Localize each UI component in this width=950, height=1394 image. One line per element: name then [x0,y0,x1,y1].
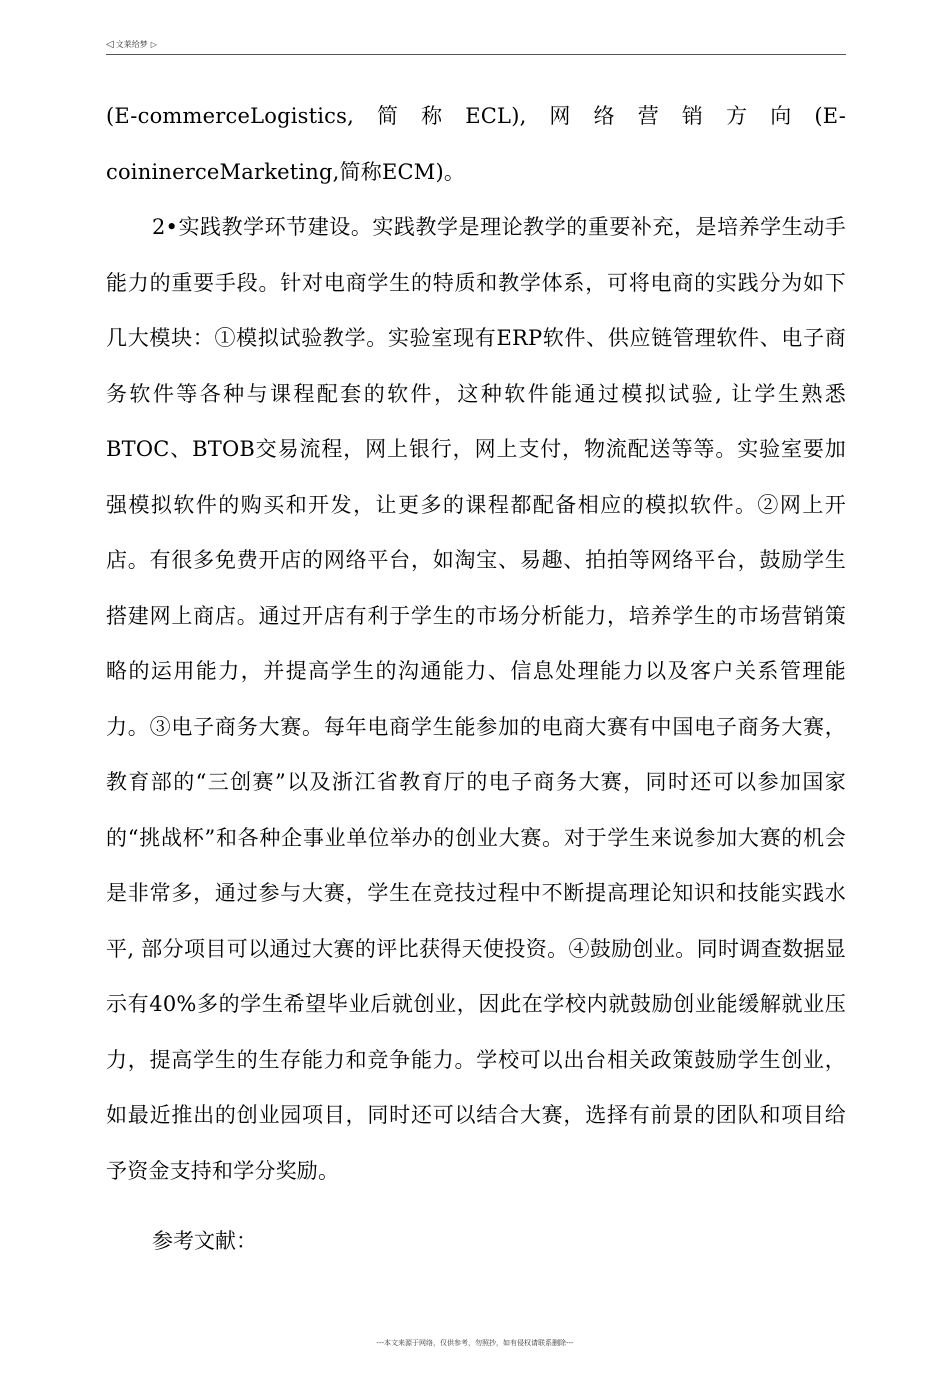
header-text: 文莱给梦 [115,40,148,49]
page-header [106,38,846,52]
paragraph-continuation: (E-commerceLogistics,简称ECL),网络营销方向(E-coininerceMarketing,简称ECM)。 [106,104,846,184]
triangle-left-icon: ◁ [106,39,114,50]
paragraph-practice-teaching: 2•实践教学环节建设。实践教学是理论教学的重要补充，是培养学生动手能力的重要手段。针对电商学生的特质和教学体系，可将电商的实践分为如下几大模块：①模拟试验教学。实验室现有ERP软件、供应链管理软件、电子商务软件等各种与课程配套的软件，这种软件能通过模拟试验, 让学生熟悉BTOC、BTOB交易流程，网上银行，网上支付，物流配送等等。实验室要加强模拟软件的购买和开发，让更多的课程都配备相应的模拟软件。②网上开店。有很多免费开店的网络平台，如淘宝、易趣、拍拍等网络平台，鼓励学生搭建网上商店。通过开店有利于学生的市场分析能力，培养学生的市场营销策略的运用能力，并提高学生的沟通能力、信息处理能力以及客户关系管理能力。③电子商务大赛。每年电商学生能参加的电商大赛有中国电子商务大赛，教育部的“三创赛”以及浙江省教育厅的电子商务大赛，同时还可以参加国家的“挑战杯”和各种企事业单位举办的创业大赛。对于学生来说参加大赛的机会是非常多，通过参与大赛，学生在竞技过程中不断提高理论知识和技能实践水平, 部分项目可以通过大赛的评比获得天使投资。④鼓励创业。同时调查数据显示有40%多的学生希望毕业后就创业，因此在学校内就鼓励创业能缓解就业压力，提高学生的生存能力和竞争能力。学校可以出台相关政策鼓励学生创业，如最近推出的创业园项目，同时还可以结合大赛，选择有前景的团队和项目给予资金支持和学分奖励。 [106,215,846,1183]
document-body [106,89,846,1199]
header-divider [106,54,846,55]
triangle-right-icon: ▷ [150,40,157,49]
page-footer: ---本文来源于网络，仅供参考，勿照抄，如有侵权请联系删除--- [376,1339,574,1347]
references-heading: 参考文献： [152,1229,257,1253]
